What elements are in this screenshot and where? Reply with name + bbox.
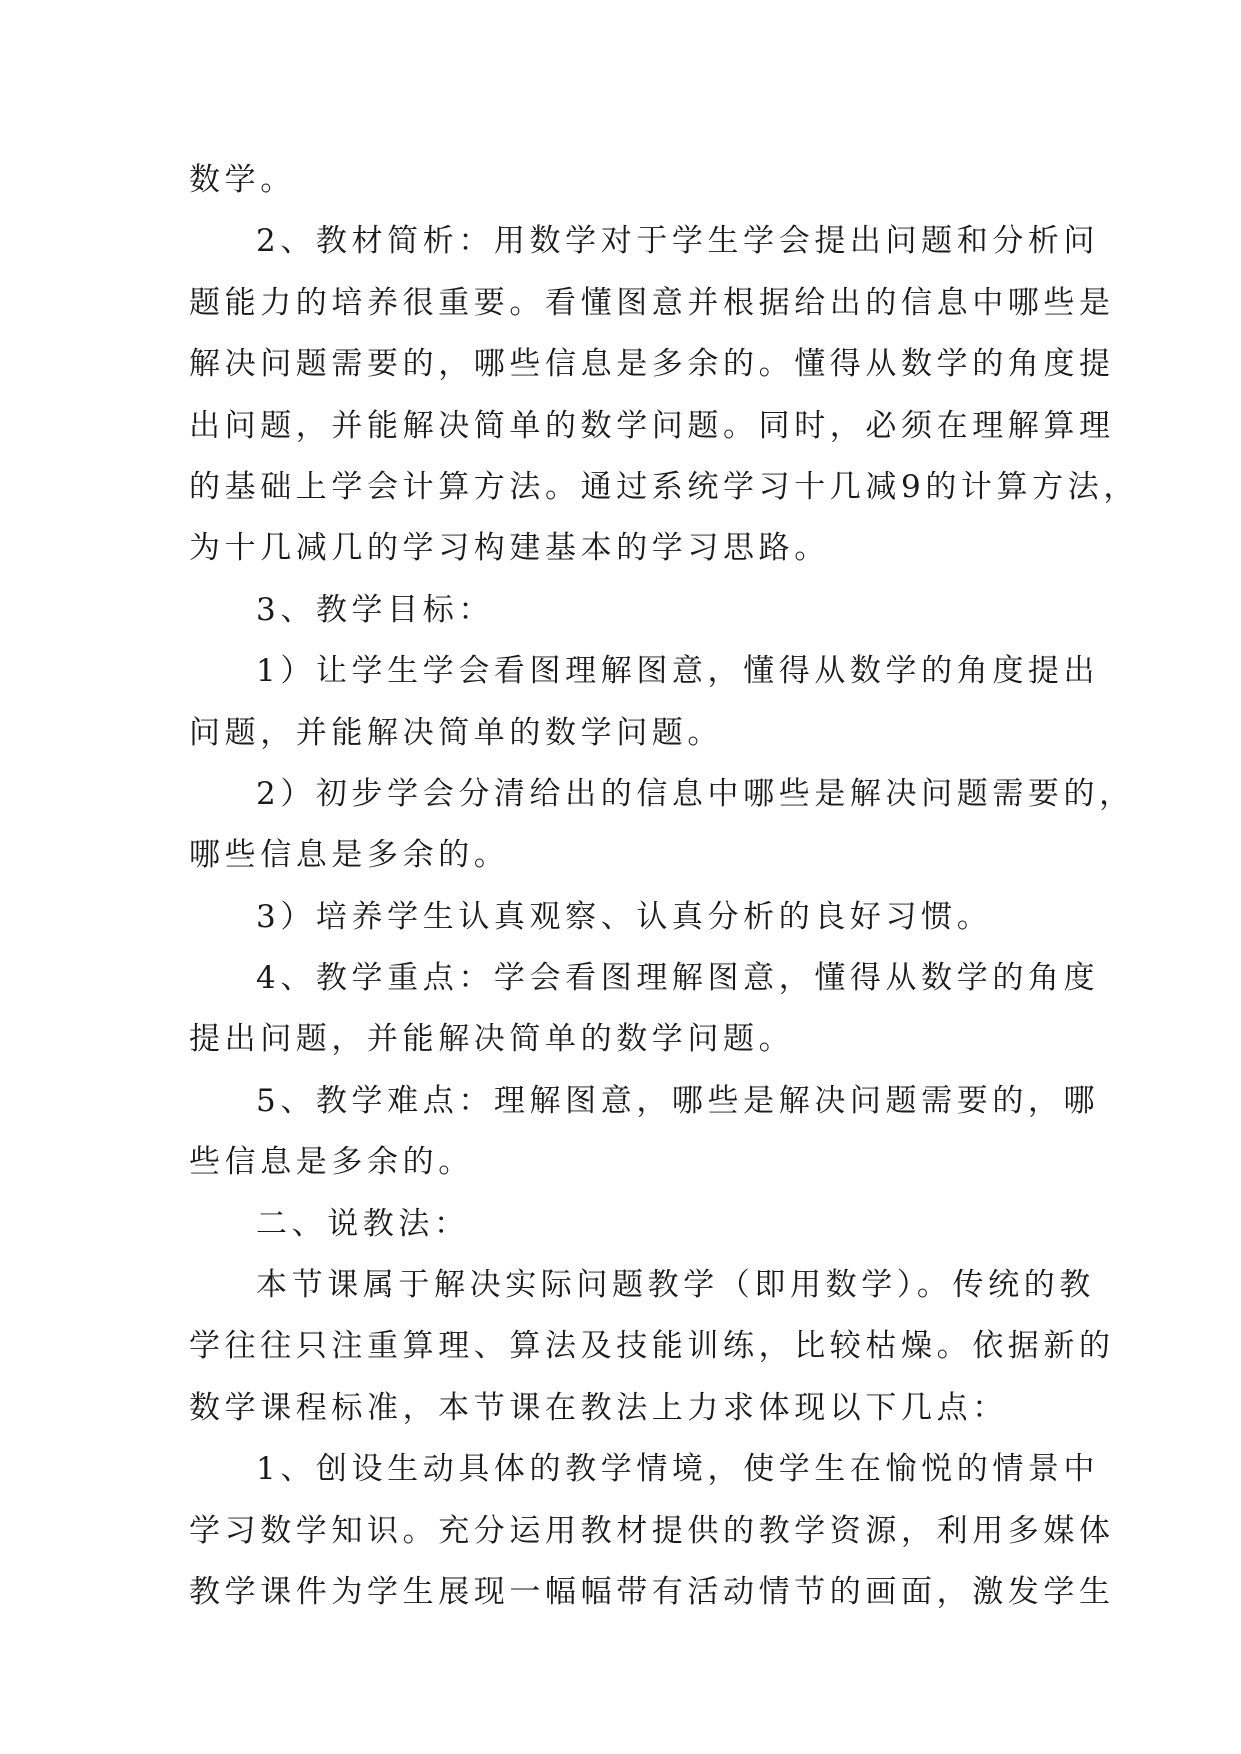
text-line: 为十几减几的学习构建基本的学习思路。 (189, 530, 830, 567)
text-line: 二、说教法： (256, 1205, 470, 1242)
text-line: 4、教学重点：学会看图理解图意，懂得从数学的角度 (256, 960, 1100, 997)
text-line: 5、教学难点：理解图意，哪些是解决问题需要的，哪 (256, 1082, 1100, 1119)
text-line: 些信息是多余的。 (189, 1144, 474, 1181)
text-line: 提出问题，并能解决简单的数学问题。 (189, 1021, 795, 1058)
text-line: 教学课件为学生展现一幅幅带有活动情节的画面，激发学生 (189, 1573, 1115, 1610)
text-line: 1、创设生动具体的教学情境，使学生在愉悦的情景中 (256, 1451, 1100, 1488)
document-page (189, 150, 1139, 1623)
text-line: 哪些信息是多余的。 (189, 837, 510, 874)
text-line: 解决问题需要的，哪些信息是多余的。懂得从数学的角度提 (189, 346, 1115, 383)
text-line: 2、教材简析：用数学对于学生学会提出问题和分析问 (256, 223, 1100, 260)
text-line: 2）初步学会分清给出的信息中哪些是解决问题需要的， (256, 775, 1135, 812)
text-line: 问题，并能解决简单的数学问题。 (189, 714, 723, 751)
text-line: 题能力的培养很重要。看懂图意并根据给出的信息中哪些是 (189, 284, 1115, 321)
text-line: 3、教学目标： (256, 591, 494, 628)
text-line: 本节课属于解决实际问题教学（即用数学）。传统的教 (256, 1267, 1095, 1304)
text-line: 的基础上学会计算方法。通过系统学习十几减9的计算方法， (189, 468, 1139, 505)
text-line: 学往往只注重算理、算法及技能训练，比较枯燥。依据新的 (189, 1328, 1115, 1365)
text-line: 3）培养学生认真观察、认真分析的良好习惯。 (256, 898, 993, 935)
text-line: 出问题，并能解决简单的数学问题。同时，必须在理解算理 (189, 407, 1115, 444)
text-line: 数学。 (189, 162, 296, 198)
text-line: 1）让学生学会看图理解图意，懂得从数学的角度提出 (256, 653, 1100, 690)
text-line: 学习数学知识。充分运用教材提供的教学资源，利用多媒体 (189, 1512, 1115, 1549)
text-line: 数学课程标准，本节课在教法上力求体现以下几点： (189, 1389, 1008, 1426)
